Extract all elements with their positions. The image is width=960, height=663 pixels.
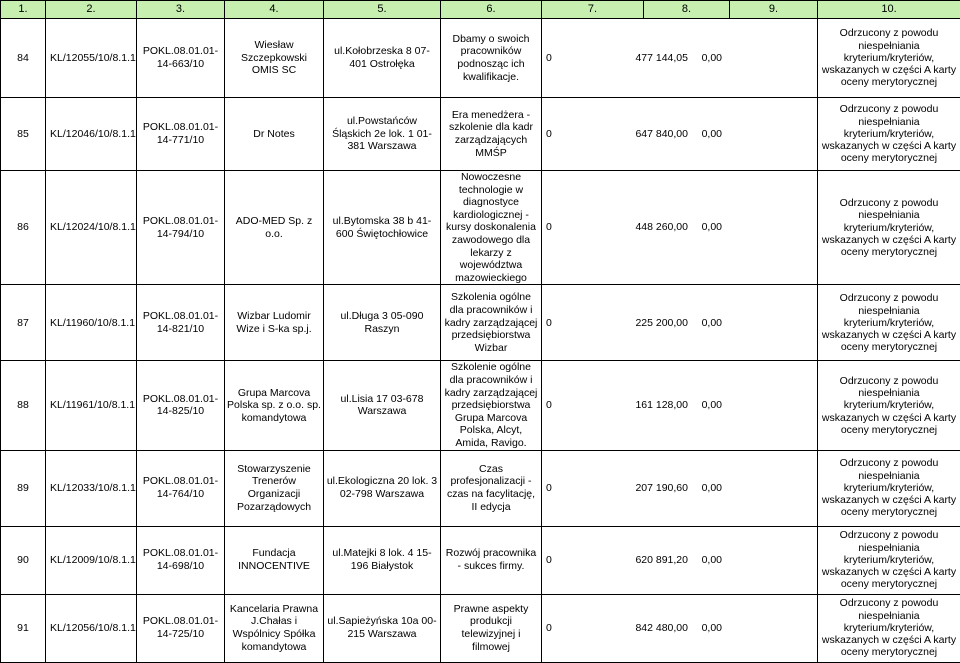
project-title: Szkolenie ogólne dla pracowników i kadry zarządzającej przedsiębiorstwa Grupa Marcova Polska, Alcyt, Amida, Ravigo. <box>441 361 542 450</box>
amount-cell <box>542 98 818 171</box>
zero-value: 0 <box>546 622 576 635</box>
application-number: KL/12009/10/8.1.1 <box>46 526 137 594</box>
project-title: Dbamy o swoich pracowników podnosząc ich kwalifikacje. <box>441 19 542 98</box>
application-number: KL/12024/10/8.1.1 <box>46 171 137 285</box>
granted-amount: 0,00 <box>688 399 722 412</box>
project-number: POKL.08.01.01-14-794/10 <box>137 171 225 285</box>
header-cell-6: 6. <box>441 1 542 19</box>
application-number: KL/12046/10/8.1.1 <box>46 98 137 171</box>
row-number: 87 <box>1 285 46 361</box>
project-number: POKL.08.01.01-14-698/10 <box>137 526 225 594</box>
granted-amount: 0,00 <box>688 128 722 141</box>
row-number: 85 <box>1 98 46 171</box>
application-number: KL/11961/10/8.1.1 <box>46 361 137 450</box>
header-cell-1: 1. <box>1 1 46 19</box>
table-row <box>1 98 960 171</box>
requested-amount: 207 190,60 <box>576 482 688 495</box>
amount-cell <box>542 594 818 662</box>
status-text: Odrzucony z powodu niespełniania kryterium/kryteriów, wskazanych w części A karty oceny merytorycznej <box>818 526 960 594</box>
requested-amount: 620 891,20 <box>576 554 688 567</box>
applicant-name: Dr Notes <box>225 98 324 171</box>
status-text: Odrzucony z powodu niespełniania kryterium/kryteriów, wskazanych w części A karty oceny merytorycznej <box>818 361 960 450</box>
table-row <box>1 361 960 450</box>
project-title: Czas profesjonalizacji - czas na facylitację, II edycja <box>441 450 542 526</box>
applicant-name: ADO-MED Sp. z o.o. <box>225 171 324 285</box>
granted-amount: 0,00 <box>688 221 722 234</box>
applicant-address: ul.Bytomska 38 b 41-600 Świętochłowice <box>324 171 441 285</box>
application-number: KL/12033/10/8.1.1 <box>46 450 137 526</box>
amount-cell <box>542 285 818 361</box>
granted-amount: 0,00 <box>688 622 722 635</box>
status-text: Odrzucony z powodu niespełniania kryterium/kryteriów, wskazanych w części A karty oceny merytorycznej <box>818 171 960 285</box>
application-number: KL/12056/10/8.1.1 <box>46 594 137 662</box>
granted-amount: 0,00 <box>688 317 722 330</box>
status-text: Odrzucony z powodu niespełniania kryterium/kryteriów, wskazanych w części A karty oceny merytorycznej <box>818 450 960 526</box>
project-number: POKL.08.01.01-14-825/10 <box>137 361 225 450</box>
row-number: 89 <box>1 450 46 526</box>
row-number: 84 <box>1 19 46 98</box>
applicant-address: ul.Powstańców Śląskich 2e lok. 1 01-381 Warszawa <box>324 98 441 171</box>
zero-value: 0 <box>546 128 576 141</box>
project-number: POKL.08.01.01-14-771/10 <box>137 98 225 171</box>
requested-amount: 842 480,00 <box>576 622 688 635</box>
zero-value: 0 <box>546 482 576 495</box>
table-row <box>1 526 960 594</box>
zero-value: 0 <box>546 221 576 234</box>
header-cell-3: 3. <box>137 1 225 19</box>
requested-amount: 161 128,00 <box>576 399 688 412</box>
table-row <box>1 285 960 361</box>
requested-amount: 647 840,00 <box>576 128 688 141</box>
table-row <box>1 450 960 526</box>
status-text: Odrzucony z powodu niespełniania kryterium/kryteriów, wskazanych w części A karty oceny merytorycznej <box>818 98 960 171</box>
application-number: KL/12055/10/8.1.1 <box>46 19 137 98</box>
status-text: Odrzucony z powodu niespełniania kryterium/kryteriów, wskazanych w części A karty oceny merytorycznej <box>818 285 960 361</box>
table-row <box>1 171 960 285</box>
requested-amount: 477 144,05 <box>576 52 688 65</box>
project-number: POKL.08.01.01-14-821/10 <box>137 285 225 361</box>
table-row <box>1 594 960 662</box>
table-row <box>1 19 960 98</box>
granted-amount: 0,00 <box>688 554 722 567</box>
project-title: Era menedżera - szkolenie dla kadr zarządzających MMŚP <box>441 98 542 171</box>
header-cell-10: 10. <box>818 1 960 19</box>
amount-cell <box>542 450 818 526</box>
application-number: KL/11960/10/8.1.1 <box>46 285 137 361</box>
requested-amount: 448 260,00 <box>576 221 688 234</box>
header-cell-4: 4. <box>225 1 324 19</box>
applicant-name: Fundacja INNOCENTIVE <box>225 526 324 594</box>
project-number: POKL.08.01.01-14-663/10 <box>137 19 225 98</box>
row-number: 91 <box>1 594 46 662</box>
applicant-name: Stowarzyszenie Trenerów Organizacji Pozarządowych <box>225 450 324 526</box>
status-text: Odrzucony z powodu niespełniania kryterium/kryteriów, wskazanych w części A karty oceny merytorycznej <box>818 19 960 98</box>
applicant-name: Kancelaria Prawna J.Chałas i Wspólnicy Spółka komandytowa <box>225 594 324 662</box>
applicant-address: ul.Sapieżyńska 10a 00-215 Warszawa <box>324 594 441 662</box>
header-cell-9: 9. <box>730 1 818 19</box>
amount-cell <box>542 171 818 285</box>
header-cell-8: 8. <box>644 1 730 19</box>
applicant-name: Wiesław Szczepkowski OMIS SC <box>225 19 324 98</box>
applicant-address: ul.Ekologiczna 20 lok. 3 02-798 Warszawa <box>324 450 441 526</box>
row-number: 88 <box>1 361 46 450</box>
header-cell-2: 2. <box>46 1 137 19</box>
amount-cell <box>542 361 818 450</box>
header-row <box>1 1 960 19</box>
applicant-address: ul.Kołobrzeska 8 07-401 Ostrołęka <box>324 19 441 98</box>
project-number: POKL.08.01.01-14-764/10 <box>137 450 225 526</box>
project-title: Rozwój pracownika - sukces firmy. <box>441 526 542 594</box>
applicant-address: ul.Lisia 17 03-678 Warszawa <box>324 361 441 450</box>
granted-amount: 0,00 <box>688 52 722 65</box>
zero-value: 0 <box>546 52 576 65</box>
requested-amount: 225 200,00 <box>576 317 688 330</box>
project-title: Prawne aspekty produkcji telewizyjnej i filmowej <box>441 594 542 662</box>
row-number: 86 <box>1 171 46 285</box>
zero-value: 0 <box>546 317 576 330</box>
zero-value: 0 <box>546 554 576 567</box>
applicant-name: Grupa Marcova Polska sp. z o.o. sp. komandytowa <box>225 361 324 450</box>
zero-value: 0 <box>546 399 576 412</box>
amount-cell <box>542 19 818 98</box>
status-text: Odrzucony z powodu niespełniania kryterium/kryteriów, wskazanych w części A karty oceny merytorycznej <box>818 594 960 662</box>
applicant-name: Wizbar Ludomir Wize i S-ka sp.j. <box>225 285 324 361</box>
applicant-address: ul.Matejki 8 lok. 4 15-196 Białystok <box>324 526 441 594</box>
project-title: Nowoczesne technologie w diagnostyce kardiologicznej - kursy doskonalenia zawodowego dla lekarzy z województwa mazowieckiego <box>441 171 542 285</box>
project-title: Szkolenia ogólne dla pracowników i kadry zarządzającej przedsiębiorstwa Wizbar <box>441 285 542 361</box>
granted-amount: 0,00 <box>688 482 722 495</box>
project-number: POKL.08.01.01-14-725/10 <box>137 594 225 662</box>
header-cell-7: 7. <box>542 1 644 19</box>
applicant-address: ul.Długa 3 05-090 Raszyn <box>324 285 441 361</box>
header-cell-5: 5. <box>324 1 441 19</box>
row-number: 90 <box>1 526 46 594</box>
amount-cell <box>542 526 818 594</box>
